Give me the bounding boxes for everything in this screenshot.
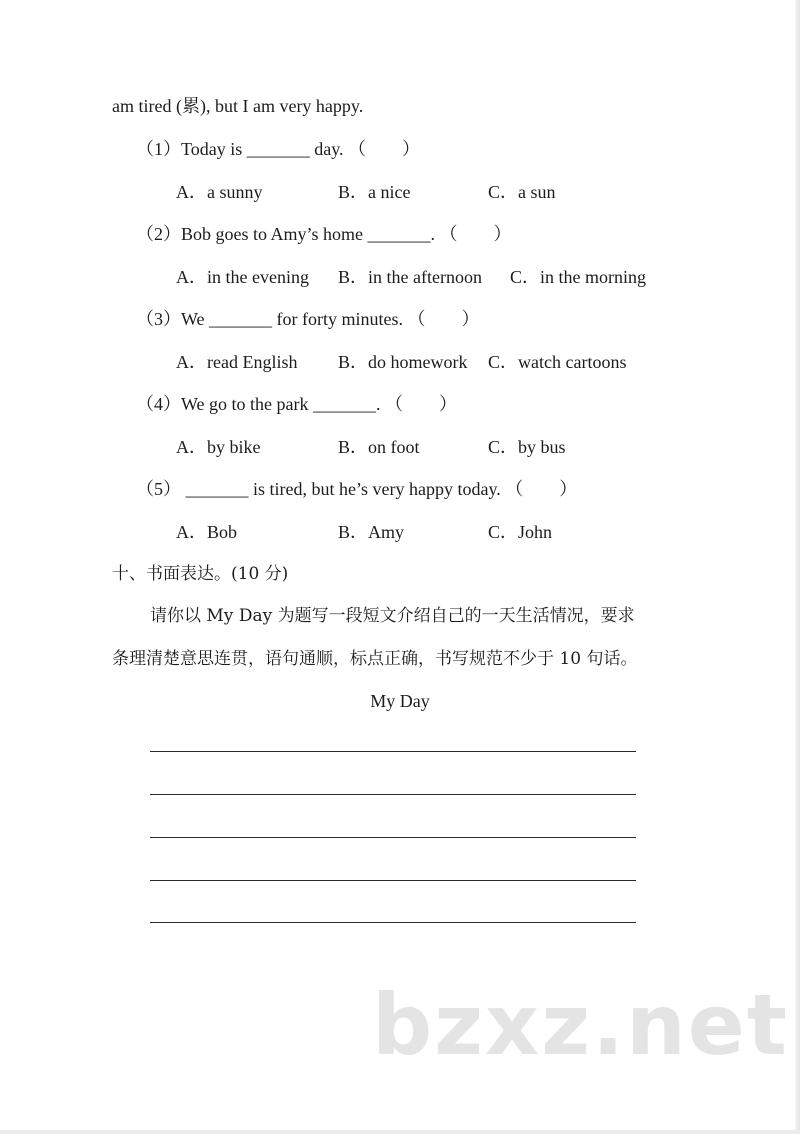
question-3-option-c: C．watch cartoons [488,352,627,372]
writing-line-5[interactable] [150,922,636,923]
passage-tail: am tired (累), but I am very happy. [112,96,364,116]
writing-line-4[interactable] [150,880,636,881]
question-5-option-c: C．John [488,522,553,542]
question-2-option-b: B．in the afternoon [338,267,482,287]
question-4-option-b: B．on foot [338,437,420,457]
question-4-option-c: C．by bus [488,437,566,457]
question-3-option-a: A．read English [176,352,298,372]
question-5-option-b: B．Amy [338,522,405,542]
question-2-option-a: A．in the evening [176,267,309,287]
question-1-option-a: A．a sunny [176,182,263,202]
writing-line-2[interactable] [150,794,636,795]
question-5-stem: （5） _______ is tired, but he’s very happy today. （ ） [136,479,578,499]
question-1-option-c: C．a sun [488,182,556,202]
page-edge [795,0,800,1134]
question-4-stem: （4）We go to the park _______. （ ） [136,394,458,414]
question-4-option-a: A．by bike [176,437,261,457]
question-1-stem: （1）Today is _______ day. （ ） [136,139,421,159]
question-3-option-b: B．do homework [338,352,468,372]
watermark: bzxz.net [372,976,789,1074]
question-2-stem: （2）Bob goes to Amy’s home _______. （ ） [136,224,512,244]
question-5-option-a: A．Bob [176,522,238,542]
section-ten-heading: 十、书面表达。(10 分) [112,564,289,584]
writing-line-1[interactable] [150,751,636,752]
question-3-stem: （3）We _______ for forty minutes. （ ） [136,309,480,329]
writing-line-3[interactable] [150,837,636,838]
writing-prompt-line-1: 请你以 My Day 为题写一段短文介绍自己的一天生活情况，要求 [150,606,635,626]
essay-title: My Day [370,691,430,711]
question-1-option-b: B．a nice [338,182,411,202]
question-2-option-c: C．in the morning [510,267,646,287]
page-bottom-edge [0,1130,800,1134]
writing-prompt-line-2: 条理清楚意思连贯，语句通顺，标点正确，书写规范不少于 10 句话。 [112,649,638,669]
